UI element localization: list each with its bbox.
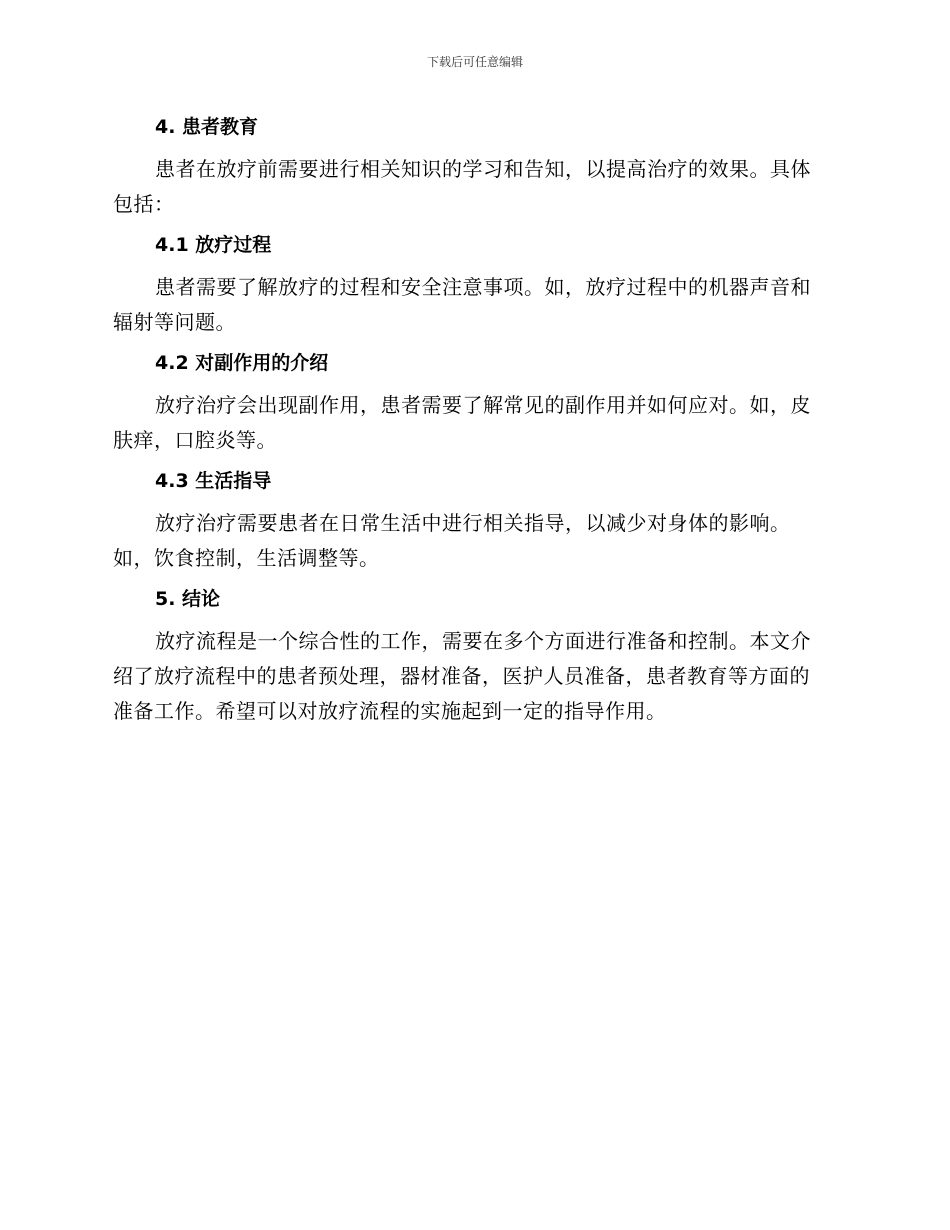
section-heading-patient-education: 4. 患者教育 [155,116,259,138]
section-heading-radiotherapy-process: 4.1 放疗过程 [155,234,272,256]
section-paragraph-patient-education: 患者在放疗前需要进行相关知识的学习和告知，以提高治疗的效果。具体包括： [113,157,811,216]
section-heading-life-guidance: 4.3 生活指导 [155,470,272,492]
section-paragraph-life-guidance: 放疗治疗需要患者在日常生活中进行相关指导，以减少对身体的影响。如，饮食控制，生活调整等。 [113,511,791,570]
document-body [113,112,829,729]
section-paragraph-side-effects: 放疗治疗会出现副作用，患者需要了解常见的副作用并如何应对。如，皮肤痒，口腔炎等。 [113,393,811,452]
section-paragraph-conclusion: 放疗流程是一个综合性的工作，需要在多个方面进行准备和控制。本文介绍了放疗流程中的患者预处理，器材准备，医护人员准备，患者教育等方面的准备工作。希望可以对放疗流程的实施起到一定的指导作用。 [113,629,811,723]
section-heading-side-effects: 4.2 对副作用的介绍 [155,352,329,374]
page-header: 下载后可任意编辑 [426,55,523,69]
section-paragraph-radiotherapy-process: 患者需要了解放疗的过程和安全注意事项。如，放疗过程中的机器声音和辐射等问题。 [113,275,811,334]
section-heading-conclusion: 5. 结论 [155,588,221,610]
